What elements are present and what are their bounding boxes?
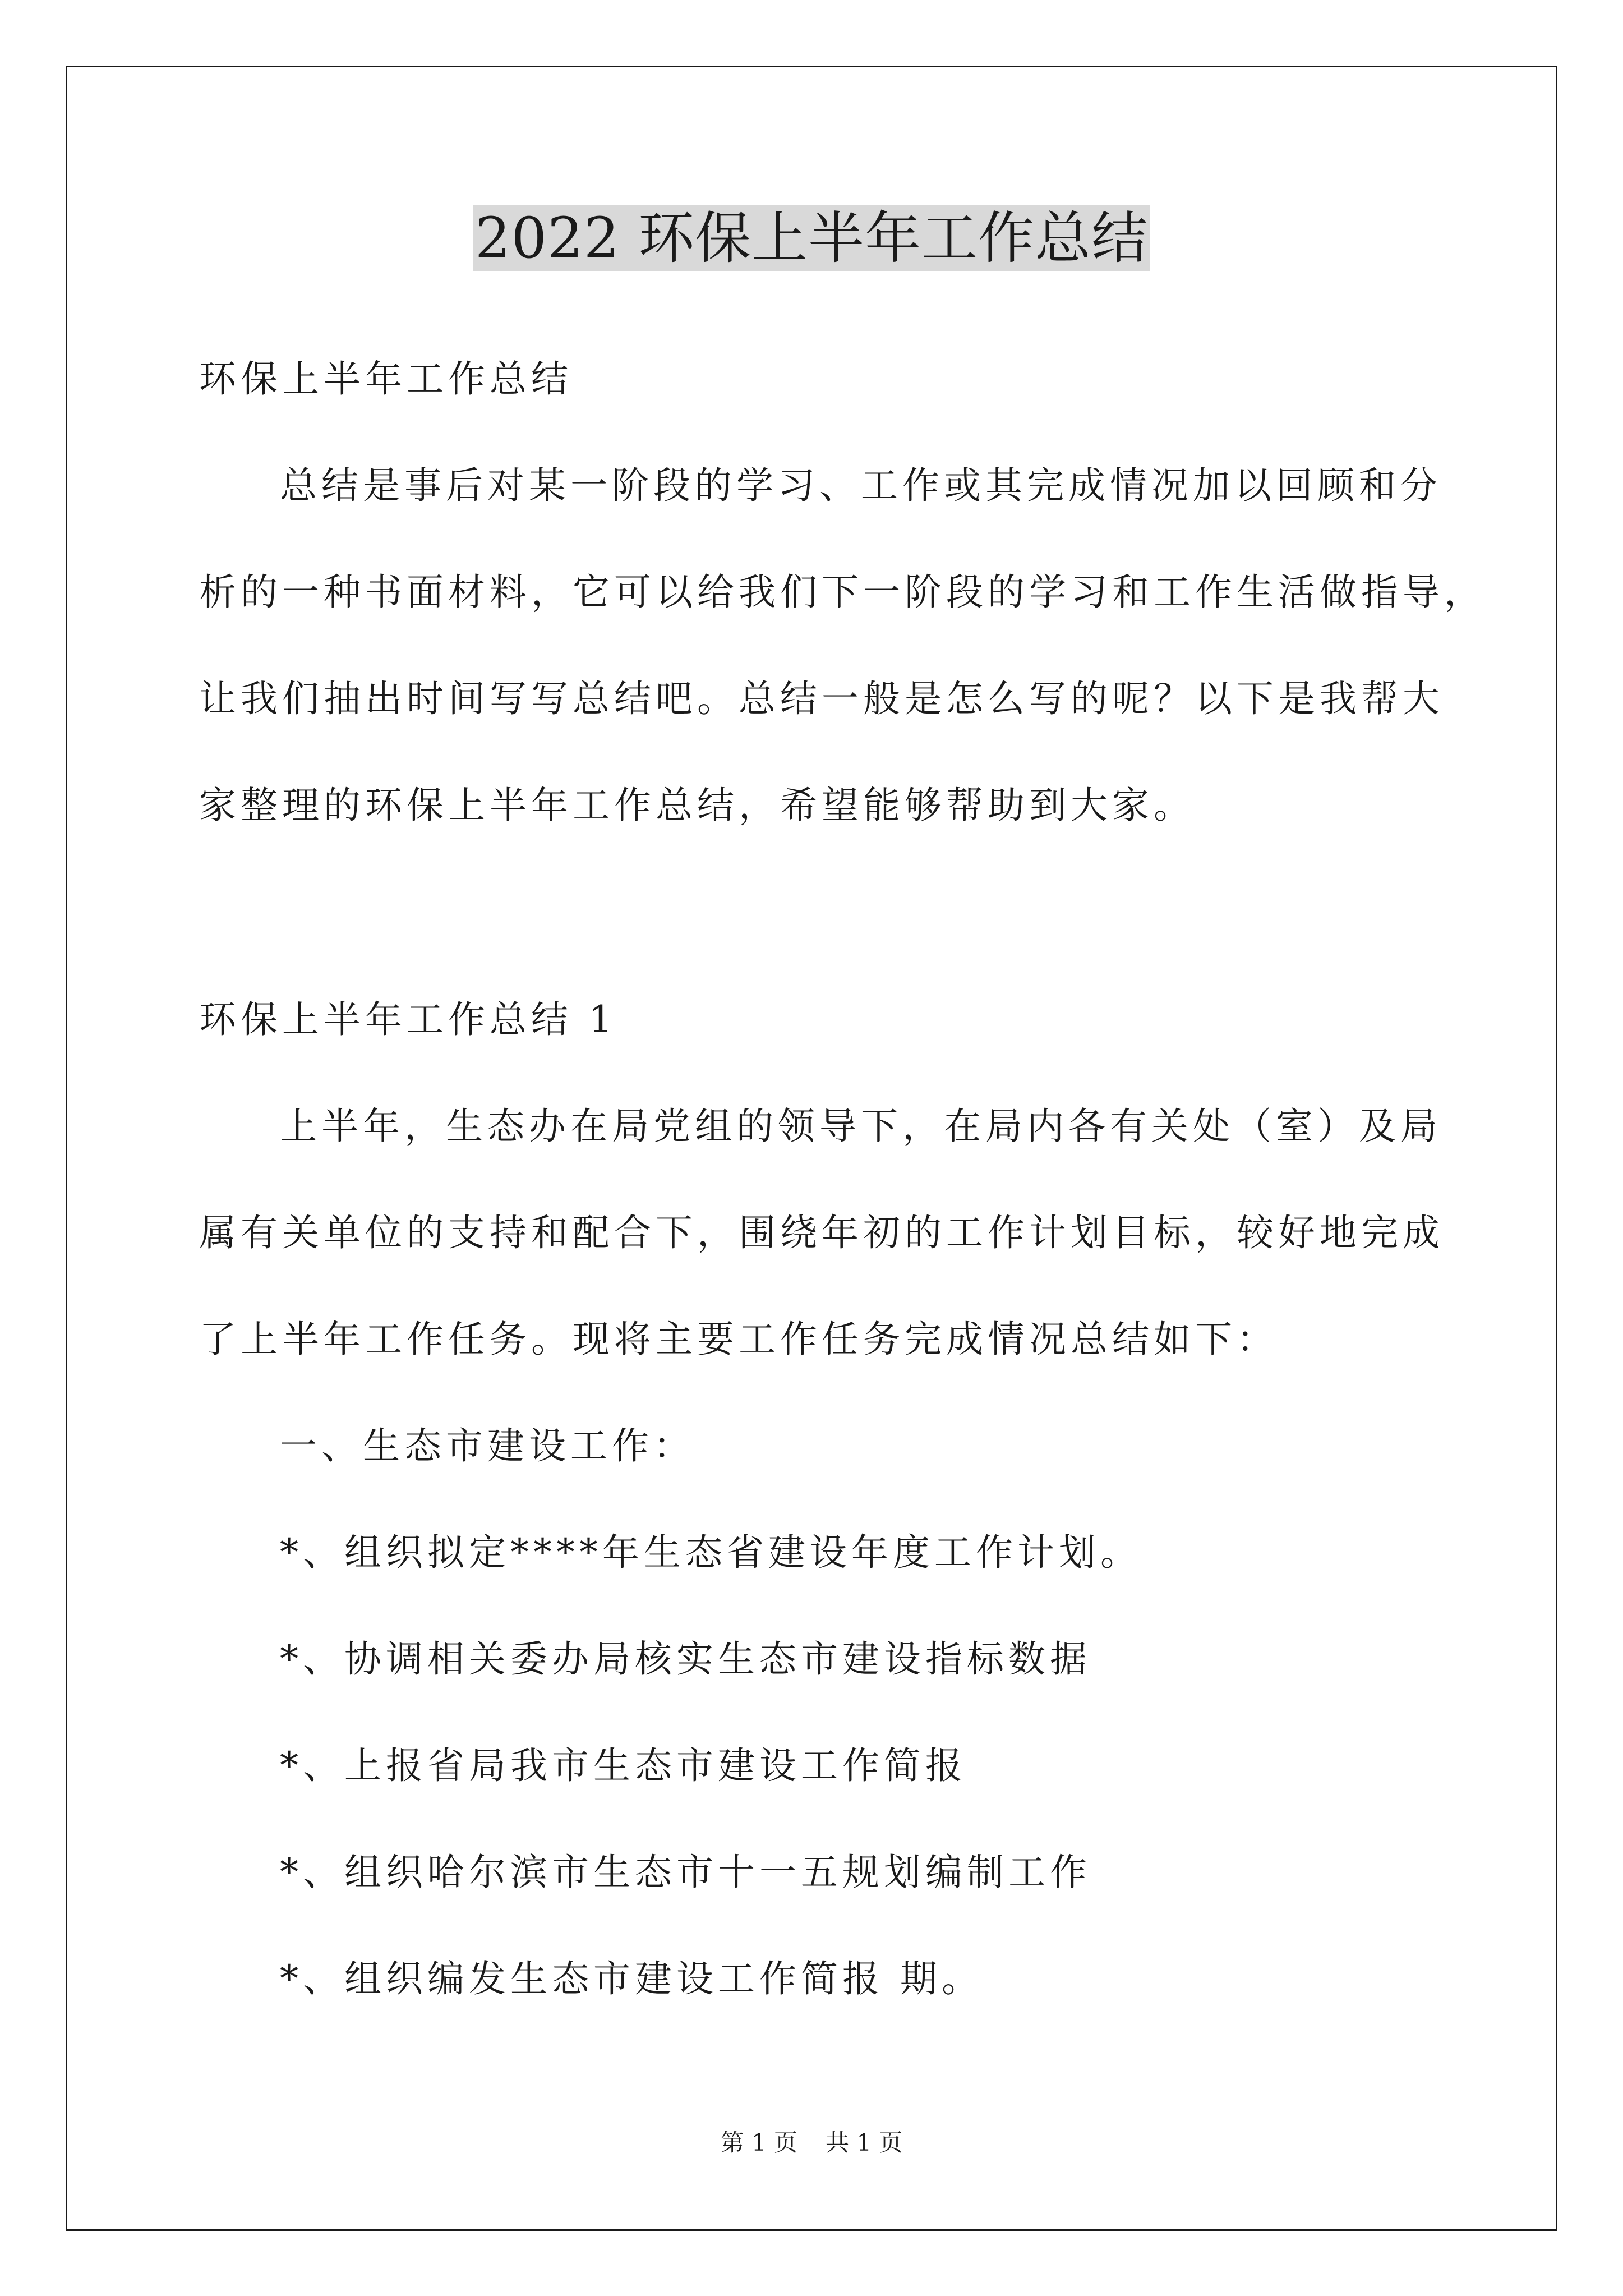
paragraph-line: 让我们抽出时间写写总结吧。总结一般是怎么写的呢？以下是我帮大 <box>199 677 1444 720</box>
list-item: *、组织编发生态市建设工作简报 期。 <box>280 1957 983 2000</box>
section-heading: 环保上半年工作总结 1 <box>199 998 617 1041</box>
list-item: *、组织哈尔滨市生态市十一五规划编制工作 <box>280 1851 1091 1894</box>
page-total: 共 1 页 <box>826 2129 903 2156</box>
list-item: *、协调相关委办局核实生态市建设指标数据 <box>280 1637 1091 1681</box>
paragraph-line: 属有关单位的支持和配合下，围绕年初的工作计划目标，较好地完成 <box>199 1211 1444 1254</box>
page-number: 第 1 页 <box>720 2129 797 2156</box>
page-footer <box>0 2126 1623 2160</box>
paragraph-line: 析的一种书面材料，它可以给我们下一阶段的学习和工作生活做指导， <box>199 570 1486 614</box>
list-item: *、组织拟定****年生态省建设年度工作计划。 <box>280 1531 1142 1574</box>
section-heading: 环保上半年工作总结 <box>199 357 573 401</box>
document-title-text: 2022 环保上半年工作总结 <box>473 205 1150 271</box>
list-item: *、上报省局我市生态市建设工作简报 <box>280 1744 967 1787</box>
paragraph-line: 上半年，生态办在局党组的领导下，在局内各有关处（室）及局 <box>280 1105 1442 1148</box>
paragraph-line: 了上半年工作任务。现将主要工作任务完成情况总结如下： <box>199 1318 1278 1361</box>
document-title <box>0 196 1623 280</box>
subsection-heading: 一、生态市建设工作： <box>280 1424 695 1467</box>
paragraph-line: 总结是事后对某一阶段的学习、工作或其完成情况加以回顾和分 <box>280 464 1442 507</box>
paragraph-line: 家整理的环保上半年工作总结，希望能够帮助到大家。 <box>199 784 1195 827</box>
